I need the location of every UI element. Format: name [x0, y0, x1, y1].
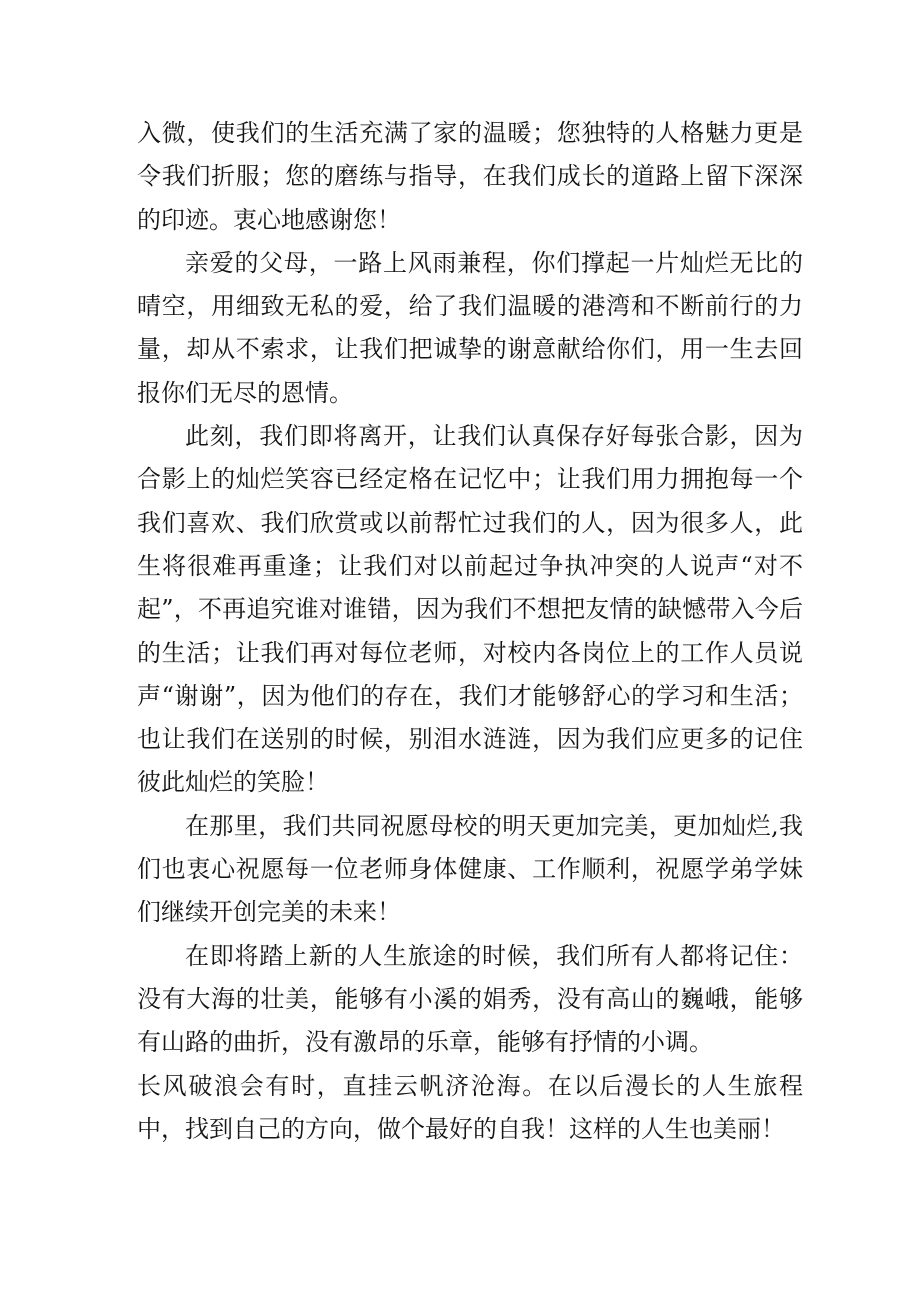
paragraph-new-journey: 在即将踏上新的人生旅途的时候，我们所有人都将记住：没有大海的壮美，能够有小溪的娟秀，没有高山的巍峨，能够有山路的曲折，没有激昂的乐章，能够有抒情的小调。	[137, 941, 803, 1057]
paragraph-closing: 长风破浪会有时，直挂云帆济沧海。在以后漫长的人生旅程中，找到自己的方向，做个最好的自我！这样的人生也美丽！	[137, 1071, 803, 1143]
paragraph-wishes: 在那里，我们共同祝愿母校的明天更加完美，更加灿烂,我们也衷心祝愿每一位老师身体健康、工作顺利，祝愿学弟学妹们继续开创完美的未来！	[137, 811, 803, 927]
document-body	[137, 112, 803, 1151]
paragraph-parents: 亲爱的父母，一路上风雨兼程，你们撑起一片灿烂无比的晴空，用细致无私的爱，给了我们温暖的港湾和不断前行的力量，却从不索求，让我们把诚挚的谢意献给你们，用一生去回报你们无尽的恩情。	[137, 248, 803, 407]
paragraph-farewell-moment: 此刻，我们即将离开，让我们认真保存好每张合影，因为合影上的灿烂笑容已经定格在记忆中；让我们用力拥抱每一个我们喜欢、我们欣赏或以前帮忙过我们的人，因为很多人，此生将很难再重逢；让我们对以前起过争执冲突的人说声“对不起”，不再追究谁对谁错，因为我们不想把友情的缺憾带入今后的生活；让我们再对每位老师，对校内各岗位上的工作人员说声“谢谢”，因为他们的存在，我们才能够舒心的学习和生活；也让我们在送别的时候，别泪水涟涟，因为我们应更多的记住彼此灿烂的笑脸！	[137, 422, 803, 797]
paragraph-thanks-teachers: 入微，使我们的生活充满了家的温暖；您独特的人格魅力更是令我们折服；您的磨练与指导，在我们成长的道路上留下深深的印迹。衷心地感谢您！	[137, 119, 803, 234]
